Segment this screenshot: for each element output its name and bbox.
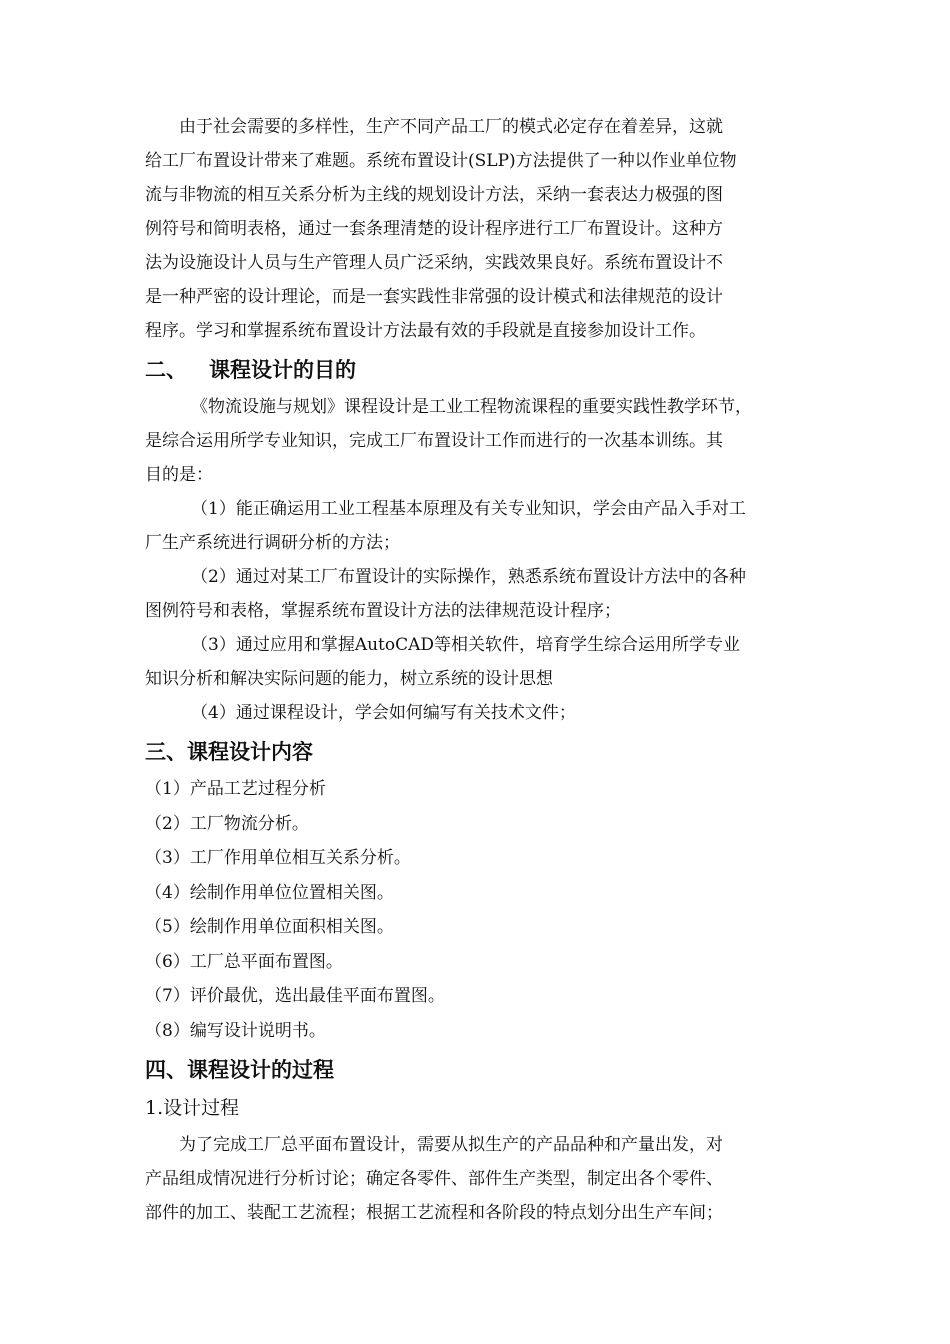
section-number: 二、 [145,358,187,382]
text-line: 为了完成工厂总平面布置设计，需要从拟生产的产品品种和产量出发，对 [179,1135,723,1155]
objective-list [145,492,805,730]
section-heading-3: 三、课程设计内容 [145,740,313,764]
objective-item: （4）通过课程设计，学会如何编写有关技术文件； [191,703,576,723]
objective-item: （1）能正确运用工业工程基本原理及有关专业知识，学会由产品入手对工 [191,499,746,519]
text-line: 是一种严密的设计理论，而是一套实践性非常强的设计模式和法律规范的设计 [145,287,723,307]
list-item: （4）绘制作用单位位置相关图。 [145,882,394,903]
content-list [145,772,805,1048]
text-line: 例符号和简明表格，通过一套条理清楚的设计程序进行工厂布置设计。这种方 [145,219,723,239]
text-line: 流与非物流的相互关系分析为主线的规划设计方法，采纳一套表达力极强的图 [145,185,723,205]
text-line: 法为设施设计人员与生产管理人员广泛采纳，实践效果良好。系统布置设计不 [145,253,723,273]
list-item: （6）工厂总平面布置图。 [145,951,343,972]
objective-item: （2）通过对某工厂布置设计的实际操作，熟悉系统布置设计方法中的各种 [191,567,746,587]
intro-paragraph [145,110,805,348]
list-item: （5）绘制作用单位面积相关图。 [145,917,394,937]
text-line: 程序。学习和掌握系统布置设计方法最有效的手段就是直接参加设计工作。 [145,321,706,341]
process-paragraph [145,1128,805,1230]
list-item: （7）评价最优，选出最佳平面布置图。 [145,986,445,1006]
list-item: （8）编写设计说明书。 [145,1020,326,1041]
text-line: 产品组成情况进行分析讨论；确定各零件、部件生产类型，制定出各个零件、 [145,1169,723,1189]
section-heading-4: 四、课程设计的过程 [145,1058,334,1082]
section2-intro [145,390,805,492]
text-line: 目的是： [145,465,213,485]
section-title: 课程设计的目的 [209,358,356,382]
objective-item-cont: 知识分析和解决实际问题的能力，树立系统的设计思想 [145,669,553,689]
text-line: 部件的加工、装配工艺流程；根据工艺流程和各阶段的特点划分出生产车间； [145,1203,723,1223]
objective-item-cont: 厂生产系统进行调研分析的方法； [145,533,400,553]
objective-item-cont: 图例符号和表格，掌握系统布置设计方法的法律规范设计程序； [145,601,621,621]
text-line: 由于社会需要的多样性，生产不同产品工厂的模式必定存在着差异，这就 [179,117,723,137]
objective-item: （3）通过应用和掌握AutoCAD等相关软件，培育学生综合运用所学专业 [191,635,741,655]
list-item: （3）工厂作用单位相互关系分析。 [145,848,411,868]
list-item: （2）工厂物流分析。 [145,813,309,834]
text-line: 是综合运用所学专业知识，完成工厂布置设计工作而进行的一次基本训练。其 [145,431,723,451]
document-page [145,110,805,1230]
list-item: （1）产品工艺过程分析 [145,779,326,799]
subsection-heading: 1.设计过程 [145,1097,240,1119]
text-line: 《物流设施与规划》课程设计是工业工程物流课程的重要实践性教学环节， [191,397,752,417]
section-heading-2 [145,352,805,388]
text-line: 给工厂布置设计带来了难题。系统布置设计(SLP)方法提供了一种以作业单位物 [145,151,737,171]
